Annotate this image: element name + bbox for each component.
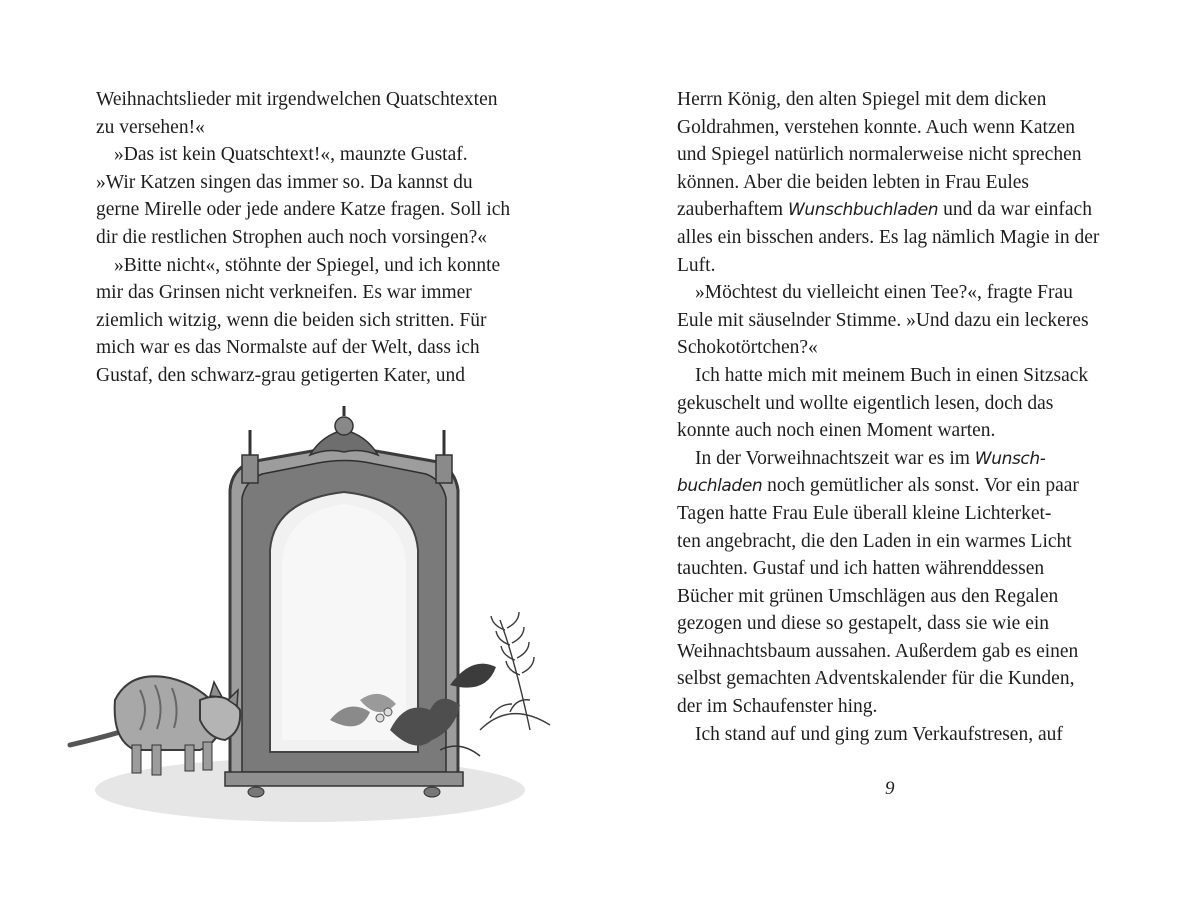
text-line: gerne Mirelle oder jede andere Katze fragen. Soll ich [96,199,511,221]
mirror-cat-illustration [60,400,560,840]
text-line: Eule mit säuselnder Stimme. »Und dazu ein leckeres [677,309,1089,331]
text-line: Bücher mit grünen Umschlägen aus den Regalen [677,585,1059,607]
text-line: »Wir Katzen singen das immer so. Da kannst du [96,171,473,193]
right-page [600,0,1200,912]
text-line [677,445,1122,473]
text-line: und Spiegel natürlich normalerweise nicht sprechen [677,144,1082,166]
text-line: dir die restlichen Strophen auch noch vorsingen?« [96,226,487,248]
text-line: können. Aber die beiden lebten in Frau Eules [677,171,1029,193]
text-line: Ich stand auf und ging zum Verkaufstresen, auf [695,723,1063,745]
text-line: ten angebracht, die den Laden in ein warmes Licht [677,530,1072,552]
text-line: mich war es das Normalste auf der Welt, dass ich [96,337,480,359]
cat-icon [70,676,240,775]
text-line: Gustaf, den schwarz-grau getigerten Kater, und [96,364,466,386]
text-segment: noch gemütlicher als sonst. Vor ein paar [762,475,1079,497]
text-line [677,196,1122,224]
text-line: »Das ist kein Quatschtext!«, maunzte Gustaf. [114,144,468,166]
text-line: Goldrahmen, verstehen konnte. Auch wenn Katzen [677,116,1075,138]
text-line: tauchten. Gustaf und ich hatten währenddessen [677,558,1045,580]
text-line: Herrn König, den alten Spiegel mit dem dicken [677,89,1047,110]
text-line: der im Schaufenster hing. [677,696,878,718]
text-line: selbst gemachten Adventskalender für die Kunden, [677,668,1075,690]
text-line: zu versehen!« [96,116,205,138]
text-line: Weihnachtslieder mit irgendwelchen Quatschtexten [96,89,498,110]
text-line: Weihnachtsbaum aussahen. Außerdem gab es einen [677,640,1079,662]
text-segment: In der Vorweihnachtszeit war es im [695,447,975,469]
text-segment: und da war einfach [938,199,1092,221]
text-line: Ich hatte mich mit meinem Buch in einen Sitzsack [695,364,1089,386]
text-line: »Bitte nicht«, stöhnte der Spiegel, und ich konnte [114,254,501,276]
text-line: Tagen hatte Frau Eule überall kleine Lichterket- [677,502,1052,524]
text-line: gekuschelt und wollte eigentlich lesen, doch das [677,392,1054,414]
text-line: ziemlich witzig, wenn die beiden sich stritten. Für [96,309,487,331]
text-line: mir das Grinsen nicht verkneifen. Es war immer [96,282,472,304]
text-line: gezogen und diese so gestapelt, dass sie wie ein [677,613,1050,635]
text-line: Luft. [677,254,716,276]
handwritten-shop-name: Wunschbuchladen [787,200,939,221]
text-line: konnte auch noch einen Moment warten. [677,420,996,442]
text-line: Schokotörtchen?« [677,337,818,359]
right-page-text [677,86,1122,748]
text-segment: zauberhaftem [677,199,788,221]
handwritten-shop-name: buchladen [677,476,763,497]
handwritten-shop-name: Wunsch- [974,448,1046,469]
left-page-text [96,86,536,390]
text-line [677,472,1122,500]
text-line: alles ein bisschen anders. Es lag nämlich Magie in der [677,226,1100,248]
page-number: 9 [885,778,895,799]
text-line: »Möchtest du vielleicht einen Tee?«, fragte Frau [695,282,1073,304]
